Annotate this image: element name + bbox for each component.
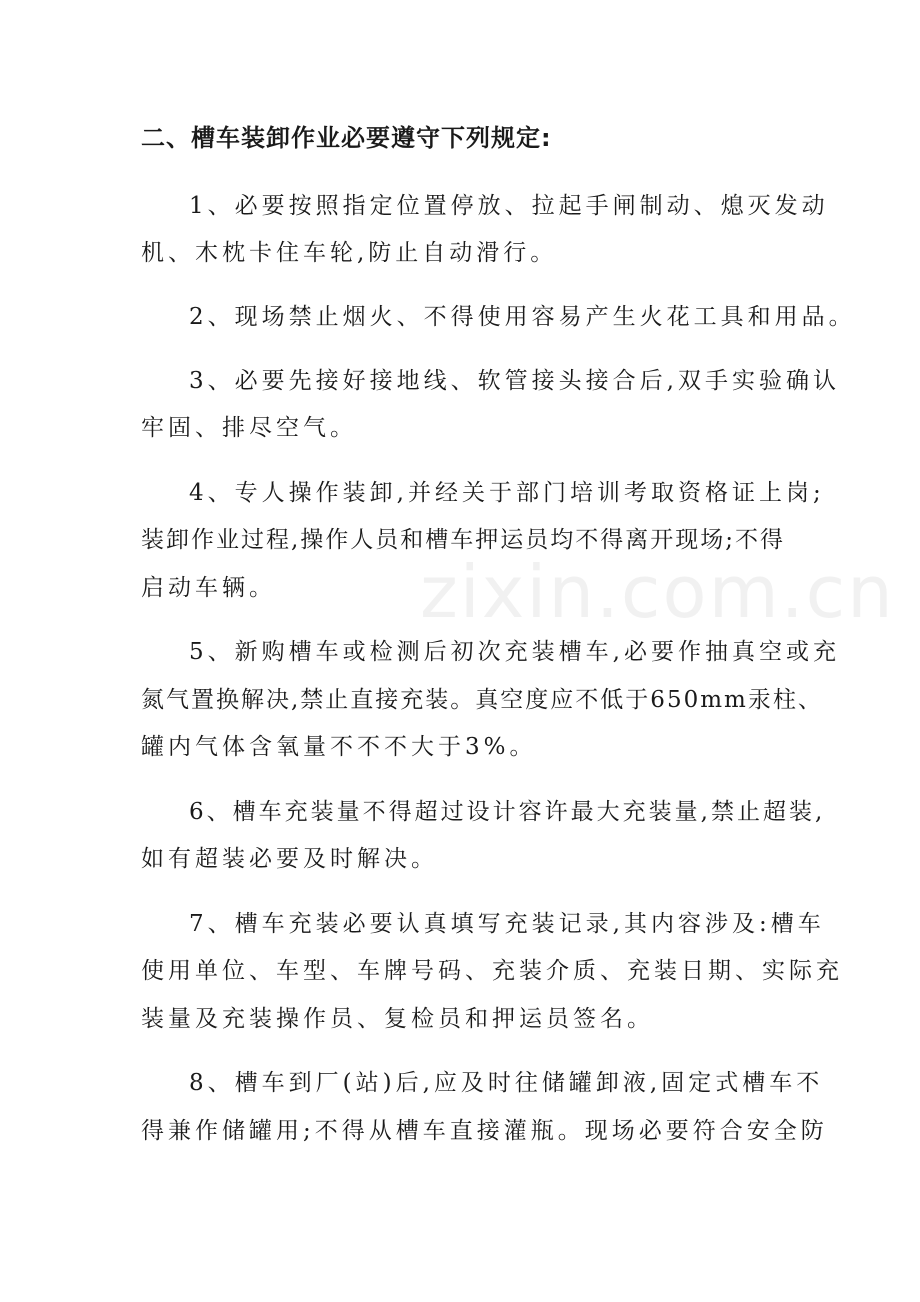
rule-5-line-3: 罐内气体含氧量不不不大于3%。	[141, 734, 537, 760]
rule-6-line-2: 如有超装必要及时解决。	[141, 846, 438, 872]
rule-5-line-2: 氮气置换解决,禁止直接充装。真空度应不低于650mm汞柱、	[141, 687, 823, 713]
rule-8-line-2: 得兼作储罐用;不得从槽车直接灌瓶。现场必要符合安全防	[141, 1118, 828, 1144]
rule-5-line-1: 5、新购槽车或检测后初次充装槽车,必要作抽真空或充	[189, 639, 840, 665]
rule-8-line-1: 8、槽车到厂(站)后,应及时往储罐卸液,固定式槽车不	[189, 1070, 824, 1096]
rule-4-line-2: 装卸作业过程,操作人员和槽车押运员均不得离开现场;不得	[141, 527, 786, 553]
rule-1-line-1: 1、必要按照指定位置停放、拉起手闸制动、熄灭发动	[189, 193, 829, 219]
section-heading: 二、槽车装卸作业必要遵守下列规定:	[141, 124, 552, 152]
rule-4-line-1: 4、专人操作装卸,并经关于部门培训考取资格证上岗;	[189, 480, 825, 506]
rule-3-line-2: 牢固、排尽空气。	[141, 415, 357, 441]
rule-4-line-3: 启动车辆。	[141, 575, 276, 601]
rule-7-line-3: 装量及充装操作员、复检员和押运员签名。	[141, 1006, 654, 1032]
rule-1-line-2: 机、木枕卡住车轮,防止自动滑行。	[141, 240, 558, 266]
rule-2-line-1: 2、现场禁止烟火、不得使用容易产生火花工具和用品。	[189, 304, 856, 330]
rule-3-line-1: 3、必要先接好接地线、软管接头接合后,双手实验确认	[189, 368, 840, 394]
rule-7-line-2: 使用单位、车型、车牌号码、充装介质、充装日期、实际充	[141, 958, 843, 984]
rule-6-line-1: 6、槽车充装量不得超过设计容许最大充装量,禁止超装,	[189, 799, 826, 825]
rule-7-line-1: 7、槽车充装必要认真填写充装记录,其内容涉及:槽车	[189, 911, 825, 937]
watermark: zixin.com.cn	[420, 550, 895, 634]
